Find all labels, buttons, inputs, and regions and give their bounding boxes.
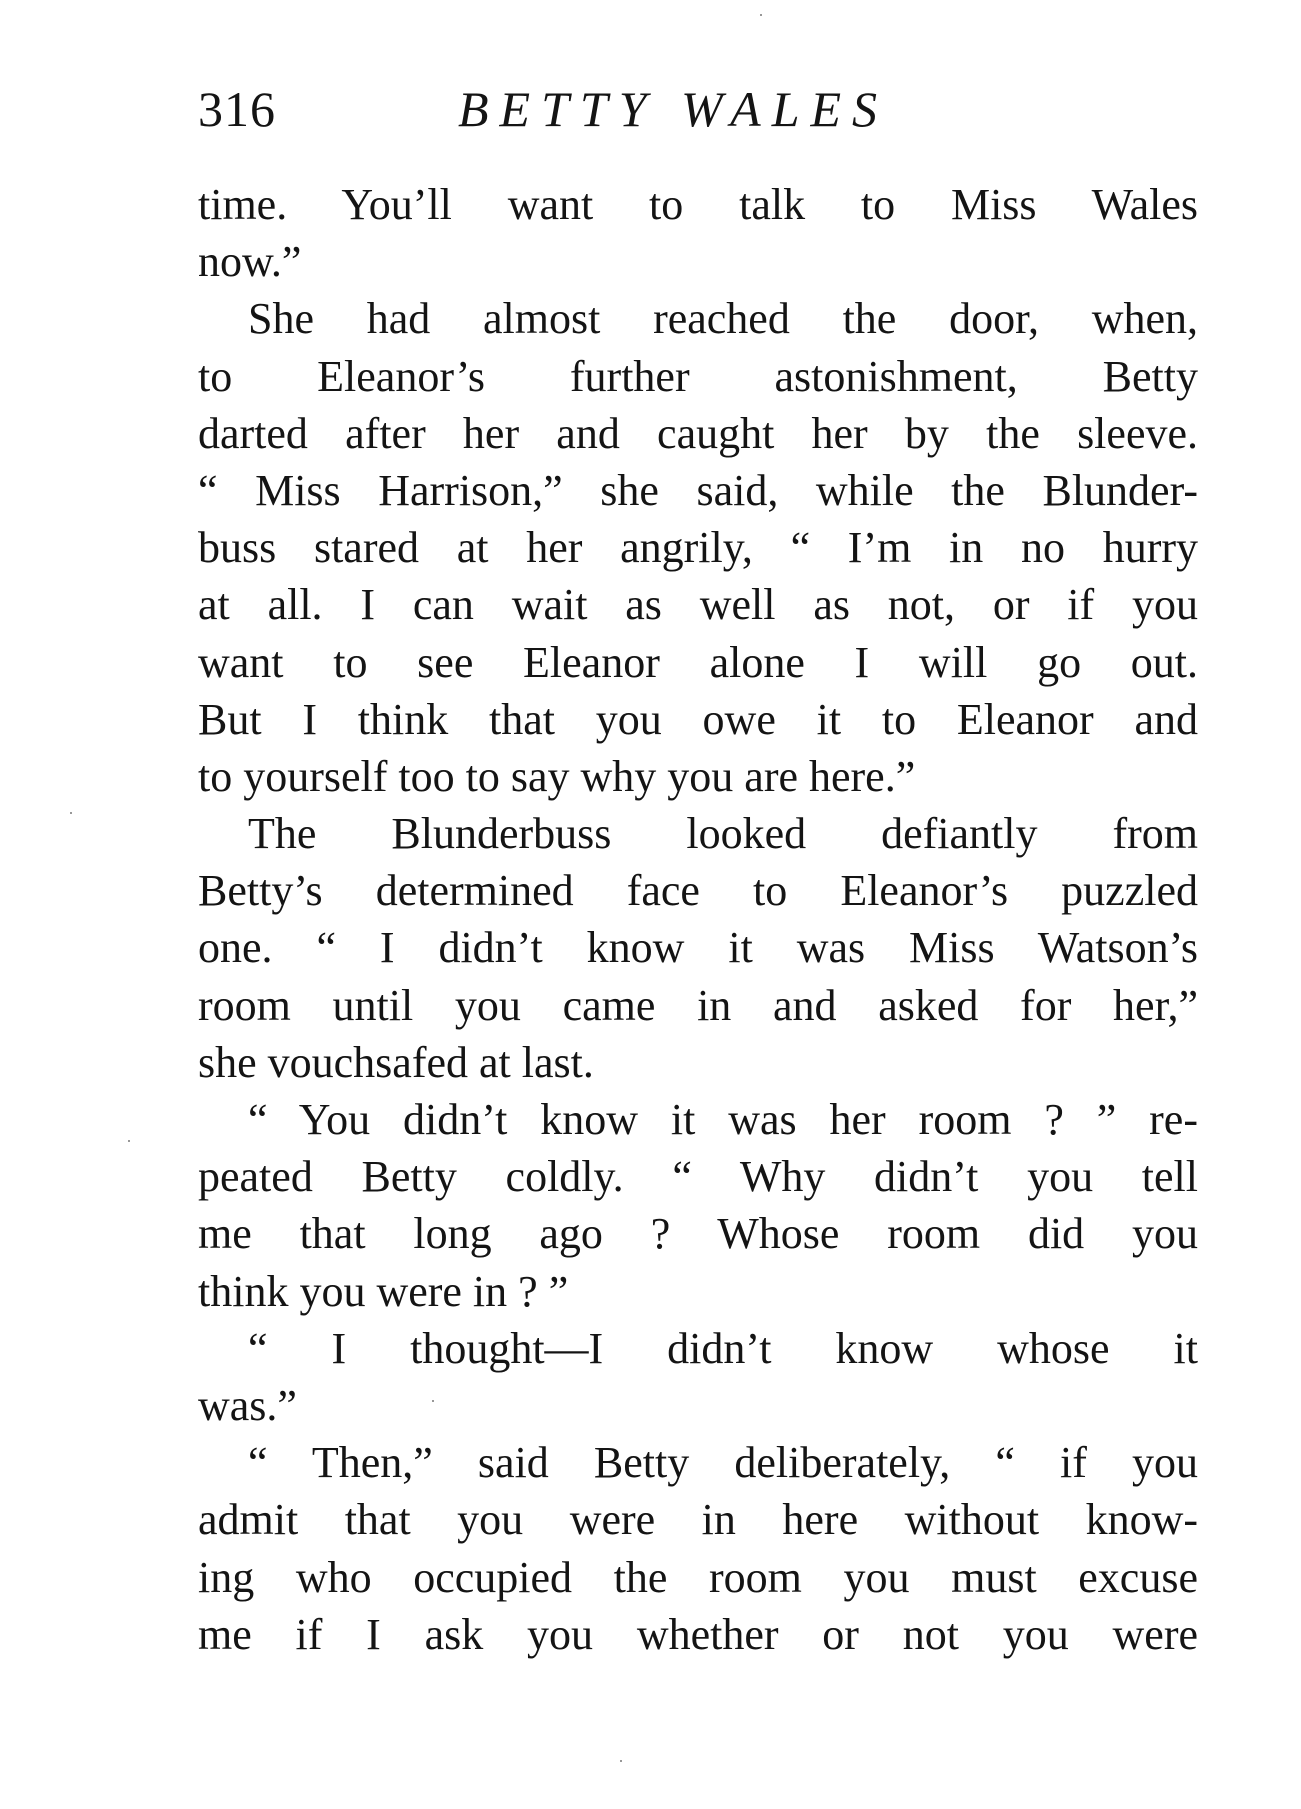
text-line: “ You didn’t know it was her room ? ” re- — [248, 1095, 1198, 1144]
text-line: me that long ago ? Whose room did you — [198, 1209, 1198, 1259]
scan-speck — [760, 14, 762, 16]
text-line: was.” — [198, 1380, 297, 1430]
text-line: She had almost reached the door, when, — [248, 294, 1198, 344]
text-line: The Blunderbuss looked defiantly from — [248, 809, 1198, 859]
text-line: time. You’ll want to talk to Miss Wales — [198, 180, 1198, 229]
text-line: one. “ I didn’t know it was Miss Watson’s — [198, 923, 1198, 973]
running-title: BETTY WALES — [458, 81, 889, 137]
page-number: 316 — [198, 81, 276, 137]
text-line: to yourself too to say why you are here.” — [198, 751, 916, 801]
text-line: But I think that you owe it to Eleanor and — [198, 694, 1198, 744]
text-line: she vouchsafed at last. — [198, 1037, 594, 1087]
text-line: now.” — [198, 237, 302, 287]
text-line: think you were in ? ” — [198, 1266, 569, 1316]
running-head — [198, 74, 1198, 144]
scan-speck — [70, 812, 72, 814]
text-line: want to see Eleanor alone I will go out. — [198, 637, 1198, 687]
scan-speck — [620, 1760, 622, 1762]
text-line: at all. I can wait as well as not, or if you — [198, 580, 1198, 630]
text-line: to Eleanor’s further astonishment, Betty — [198, 351, 1198, 401]
text-line: admit that you were in here without know- — [198, 1495, 1198, 1545]
scan-speck — [432, 1400, 434, 1402]
text-line: me if I ask you whether or not you were — [198, 1609, 1198, 1659]
text-line: room until you came in and asked for her,” — [198, 980, 1198, 1030]
text-line: “ Then,” said Betty deliberately, “ if you — [248, 1438, 1198, 1488]
text-line: peated Betty coldly. “ Why didn’t you tell — [198, 1152, 1198, 1202]
text-line: darted after her and caught her by the sleeve. — [198, 408, 1198, 458]
text-line: “ Miss Harrison,” she said, while the Blunder- — [198, 465, 1198, 515]
text-line: ing who occupied the room you must excuse — [198, 1552, 1198, 1602]
body-text — [198, 176, 1198, 1663]
scan-speck — [128, 1140, 130, 1142]
text-line: “ I thought—I didn’t know whose it — [248, 1323, 1198, 1373]
text-line: buss stared at her angrily, “ I’m in no hurry — [198, 523, 1198, 573]
text-line: Betty’s determined face to Eleanor’s puzzled — [198, 866, 1198, 916]
